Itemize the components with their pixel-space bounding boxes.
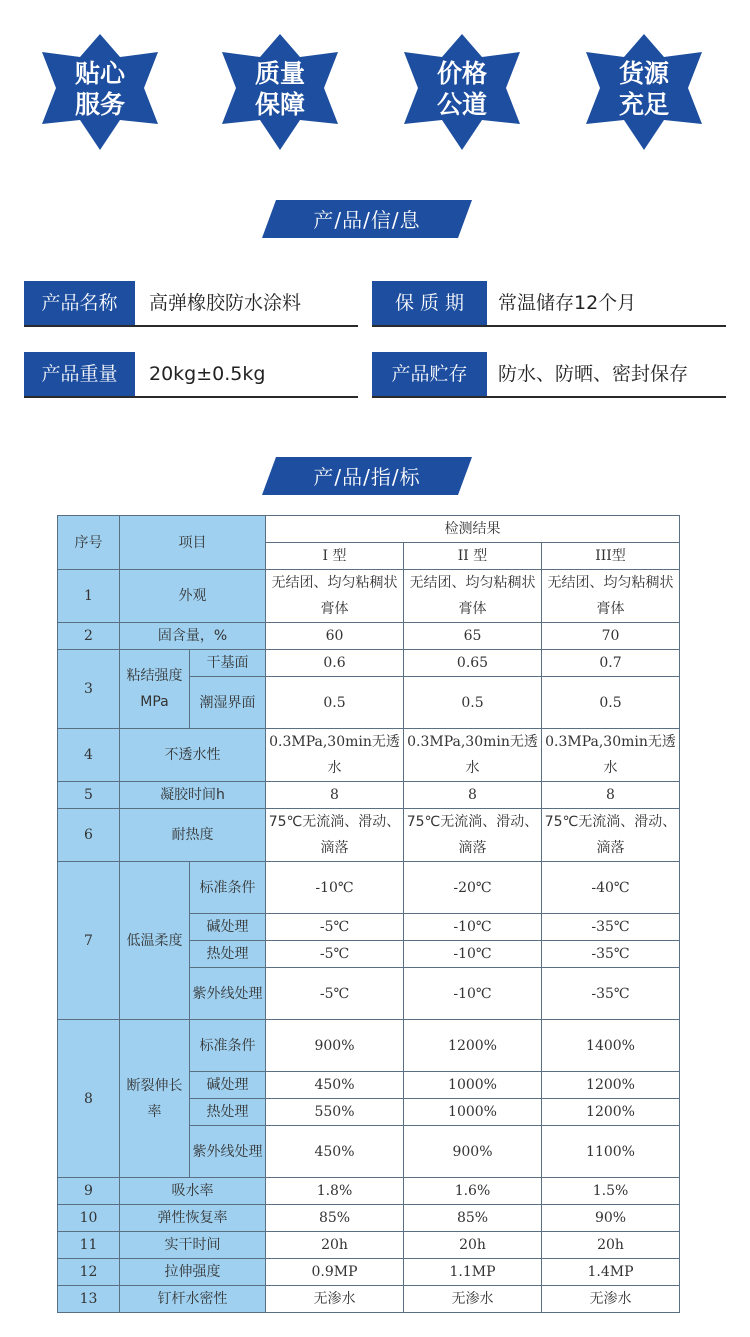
row-value: -40℃ (542, 862, 680, 914)
feature-badges (0, 32, 750, 152)
row-value: 8 (542, 782, 680, 809)
row-item: 钉杆水密性 (120, 1286, 266, 1313)
row-value: 8 (404, 782, 542, 809)
table-row (58, 1020, 680, 1072)
row-subitem: 碱处理 (190, 914, 266, 941)
table-row (58, 1259, 680, 1286)
spec-table (57, 515, 680, 1313)
row-item: 耐热度 (120, 809, 266, 862)
row-value: 1200% (542, 1099, 680, 1126)
row-no: 3 (58, 650, 120, 729)
row-value: 1200% (404, 1020, 542, 1072)
row-value: 85% (404, 1205, 542, 1232)
section-title-text: 产/品/信/息 (313, 208, 421, 232)
row-value: 0.9MP (266, 1259, 404, 1286)
row-value: -35℃ (542, 941, 680, 968)
info-underline (372, 325, 726, 327)
row-value: 无结团、均匀粘稠状膏体 (266, 570, 404, 623)
row-value: 0.5 (266, 677, 404, 729)
section-title-info (258, 196, 476, 242)
row-no: 10 (58, 1205, 120, 1232)
info-key: 产品名称 (24, 281, 135, 325)
info-underline (372, 396, 726, 398)
header-seq: 序号 (58, 516, 120, 570)
info-underline (24, 396, 358, 398)
row-no: 6 (58, 809, 120, 862)
row-item: 低温柔度 (120, 862, 190, 1020)
row-value: -5℃ (266, 968, 404, 1020)
row-value: 900% (404, 1126, 542, 1178)
row-no: 1 (58, 570, 120, 623)
row-value: 60 (266, 623, 404, 650)
row-value: 1.1MP (404, 1259, 542, 1286)
badge-price (402, 32, 522, 152)
badge-text: 价格 公道 (436, 59, 487, 119)
row-subitem: 干基面 (190, 650, 266, 677)
table-row (58, 570, 680, 623)
row-subitem: 潮湿界面 (190, 677, 266, 729)
row-value: 0.3MPa,30min无透水 (266, 729, 404, 782)
row-subitem: 碱处理 (190, 1072, 266, 1099)
row-item: 粘结强度MPa (120, 650, 190, 729)
row-value: 450% (266, 1126, 404, 1178)
row-no: 12 (58, 1259, 120, 1286)
row-value: 无结团、均匀粘稠状膏体 (404, 570, 542, 623)
row-value: 无渗水 (266, 1286, 404, 1313)
row-no: 9 (58, 1178, 120, 1205)
info-product-name (24, 281, 358, 327)
table-row (58, 650, 680, 677)
row-value: 75℃无流淌、滑动、滴落 (266, 809, 404, 862)
row-subitem: 紫外线处理 (190, 968, 266, 1020)
row-no: 4 (58, 729, 120, 782)
row-value: 1.8% (266, 1178, 404, 1205)
row-value: -10℃ (404, 914, 542, 941)
info-value: 高弹橡胶防水涂料 (149, 292, 302, 314)
badge-quality (220, 32, 340, 152)
row-value: 1.5% (542, 1178, 680, 1205)
table-row (58, 782, 680, 809)
row-value: 0.5 (404, 677, 542, 729)
row-value: 20h (542, 1232, 680, 1259)
row-subitem: 热处理 (190, 1099, 266, 1126)
info-shelf-life (372, 281, 726, 327)
row-value: 85% (266, 1205, 404, 1232)
row-item: 拉伸强度 (120, 1259, 266, 1286)
row-value: 900% (266, 1020, 404, 1072)
info-row-1 (24, 281, 726, 327)
row-value: 无渗水 (542, 1286, 680, 1313)
row-value: -35℃ (542, 914, 680, 941)
info-value: 常温储存12个月 (498, 292, 637, 314)
row-no: 13 (58, 1286, 120, 1313)
badge-text: 货源 充足 (618, 59, 669, 119)
header-type-3: III型 (542, 543, 680, 570)
row-value: 0.5 (542, 677, 680, 729)
row-value: -10℃ (404, 941, 542, 968)
row-no: 2 (58, 623, 120, 650)
row-subitem: 紫外线处理 (190, 1126, 266, 1178)
row-value: -5℃ (266, 914, 404, 941)
row-value: 0.6 (266, 650, 404, 677)
row-item: 断裂伸长率 (120, 1020, 190, 1178)
header-item: 项目 (120, 516, 266, 570)
badge-service (40, 32, 160, 152)
header-type-2: II 型 (404, 543, 542, 570)
info-key: 产品贮存 (372, 352, 487, 396)
table-row (58, 1232, 680, 1259)
row-value: 1400% (542, 1020, 680, 1072)
row-value: 无结团、均匀粘稠状膏体 (542, 570, 680, 623)
row-item: 外观 (120, 570, 266, 623)
table-row (58, 623, 680, 650)
row-value: 0.7 (542, 650, 680, 677)
row-value: 450% (266, 1072, 404, 1099)
row-item: 实干时间 (120, 1232, 266, 1259)
info-storage (372, 352, 726, 398)
row-value: 1.4MP (542, 1259, 680, 1286)
row-value: 0.65 (404, 650, 542, 677)
row-value: 90% (542, 1205, 680, 1232)
row-subitem: 标准条件 (190, 1020, 266, 1072)
info-row-2 (24, 352, 726, 398)
row-value: 75℃无流淌、滑动、滴落 (404, 809, 542, 862)
row-no: 11 (58, 1232, 120, 1259)
info-value: 防水、防晒、密封保存 (498, 363, 689, 385)
header-type-1: I 型 (266, 543, 404, 570)
section-title-text: 产/品/指/标 (313, 465, 421, 489)
row-value: 1100% (542, 1126, 680, 1178)
table-row (58, 809, 680, 862)
badge-text: 质量 保障 (254, 59, 305, 119)
row-value: -5℃ (266, 941, 404, 968)
table-row (58, 862, 680, 914)
table-row (58, 1205, 680, 1232)
row-value: 65 (404, 623, 542, 650)
info-underline (24, 325, 358, 327)
badge-supply (584, 32, 704, 152)
section-title-spec (258, 453, 476, 499)
row-no: 8 (58, 1020, 120, 1178)
row-value: 550% (266, 1099, 404, 1126)
row-item: 凝胶时间h (120, 782, 266, 809)
row-value: 1000% (404, 1072, 542, 1099)
row-value: 20h (266, 1232, 404, 1259)
row-value: 1.6% (404, 1178, 542, 1205)
row-value: 70 (542, 623, 680, 650)
table-header-row (58, 516, 680, 543)
row-item: 固含量，% (120, 623, 266, 650)
row-value: 1200% (542, 1072, 680, 1099)
row-no: 7 (58, 862, 120, 1020)
row-subitem: 热处理 (190, 941, 266, 968)
row-value: 8 (266, 782, 404, 809)
row-value: -35℃ (542, 968, 680, 1020)
table-row (58, 729, 680, 782)
row-no: 5 (58, 782, 120, 809)
row-value: 1000% (404, 1099, 542, 1126)
badge-text: 贴心 服务 (74, 59, 125, 119)
table-row (58, 1286, 680, 1313)
row-value: -20℃ (404, 862, 542, 914)
row-item: 不透水性 (120, 729, 266, 782)
header-result: 检测结果 (266, 516, 680, 543)
row-item: 弹性恢复率 (120, 1205, 266, 1232)
row-value: 无渗水 (404, 1286, 542, 1313)
row-value: -10℃ (404, 968, 542, 1020)
info-key: 产品重量 (24, 352, 135, 396)
info-product-weight (24, 352, 358, 398)
row-item: 吸水率 (120, 1178, 266, 1205)
table-row (58, 1178, 680, 1205)
info-key: 保 质 期 (372, 281, 487, 325)
row-subitem: 标准条件 (190, 862, 266, 914)
row-value: 0.3MPa,30min无透水 (404, 729, 542, 782)
row-value: 0.3MPa,30min无透水 (542, 729, 680, 782)
row-value: -10℃ (266, 862, 404, 914)
row-value: 75℃无流淌、滑动、滴落 (542, 809, 680, 862)
info-value: 20kg±0.5kg (149, 363, 266, 385)
row-value: 20h (404, 1232, 542, 1259)
